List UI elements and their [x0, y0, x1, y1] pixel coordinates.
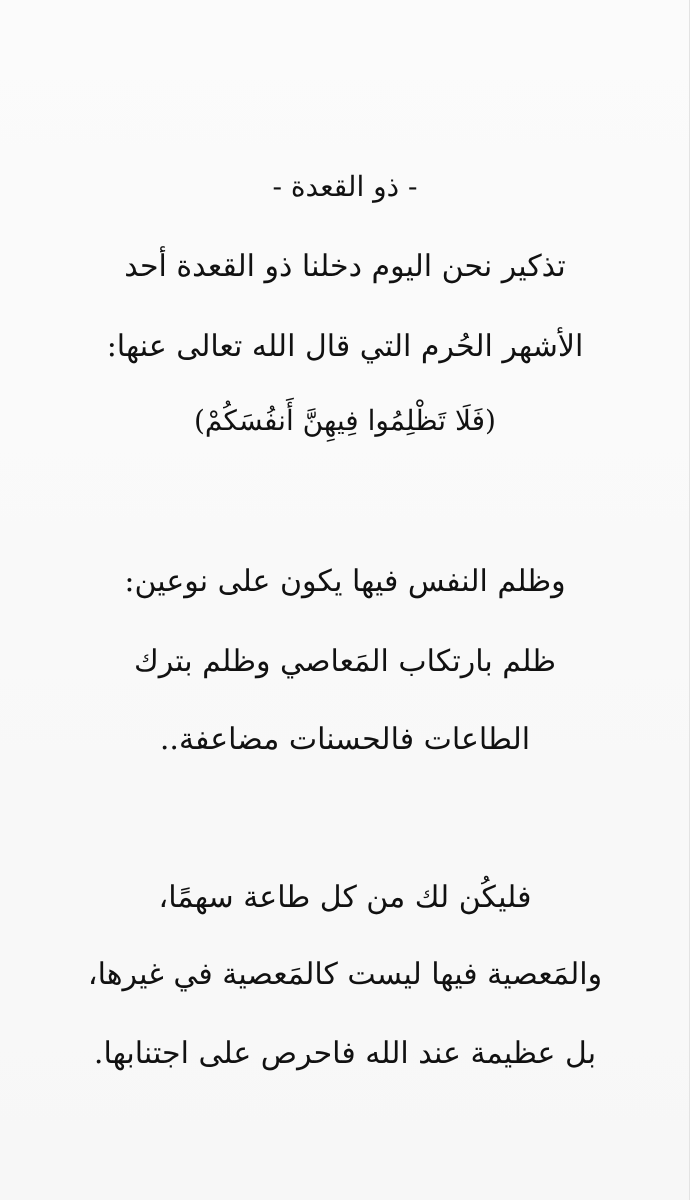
paragraph-1-line-2: الأشهر الحُرم التي قال الله تعالى عنها: [106, 329, 584, 364]
paragraph-2-line-1: وظلم النفس فيها يكون على نوعين: [124, 564, 566, 599]
paragraph-3-line-3: بل عظيمة عند الله فاحرص على اجتنابها. [93, 1036, 597, 1071]
quran-verse: (فَلَا تَظْلِمُوا فِيهِنَّ أَنفُسَكُمْ) [194, 404, 496, 437]
paragraph-3-line-1: فليكُن لك من كل طاعة سهمًا، [158, 880, 532, 915]
page-title: - ذو القعدة - [272, 170, 418, 203]
paragraph-1-line-1: تذكير نحن اليوم دخلنا ذو القعدة أحد [124, 249, 566, 284]
paragraph-2-line-2: ظلم بارتكاب المَعاصي وظلم بترك [133, 644, 557, 679]
paragraph-3-line-2: والمَعصية فيها ليست كالمَعصية في غيرها، [87, 957, 603, 992]
paragraph-2-line-3: الطاعات فالحسنات مضاعفة.. [159, 722, 531, 757]
